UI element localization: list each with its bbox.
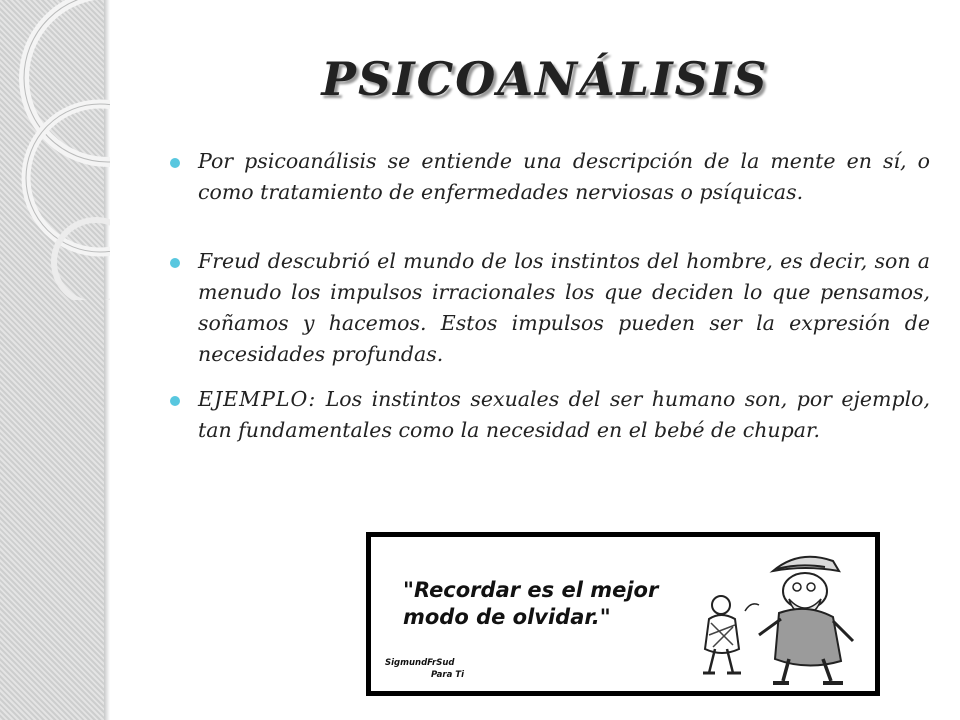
bullet-item [164,384,930,446]
example-label: EJEMPLO: [198,387,317,411]
slide-title: PSICOANÁLISIS [321,52,769,106]
bullet-text: Freud descubrió el mundo de los instintos del hombre, es decir, son a menudo los impulsos irracionales los que deciden lo que pensamos, soñamos y hacemos. Estos impulsos pueden ser la expresión de necesidades profundas. [198,249,930,366]
signature-name: SigmundFrSud [385,658,455,668]
quote-image-inner [371,537,875,691]
bullet-text: Los instintos sexuales del ser humano son, por ejemplo, tan fundamentales como la necesidad en el bebé de chupar. [198,387,930,442]
signature-sub: Para Ti [431,670,465,680]
quote-text [403,577,663,631]
bullet-item [164,146,930,208]
bullet-list [164,146,930,446]
quote-line-2: modo de olvidar." [403,605,611,629]
ring-decoration-icon [0,0,110,300]
freud-quote-image [366,532,880,696]
quote-line-1: "Recordar es el mejor [403,578,659,602]
bullet-text: Por psicoanálisis se entiende una descripción de la mente en sí, o como tratamiento de enfermedades nerviosas o psíquicas. [198,149,930,204]
bullet-item [164,246,930,370]
bullet-dot-icon [170,396,180,406]
bullet-dot-icon [170,258,180,268]
bullet-dot-icon [170,158,180,168]
freud-caricature-icon [673,541,873,691]
quote-signature [385,657,464,681]
